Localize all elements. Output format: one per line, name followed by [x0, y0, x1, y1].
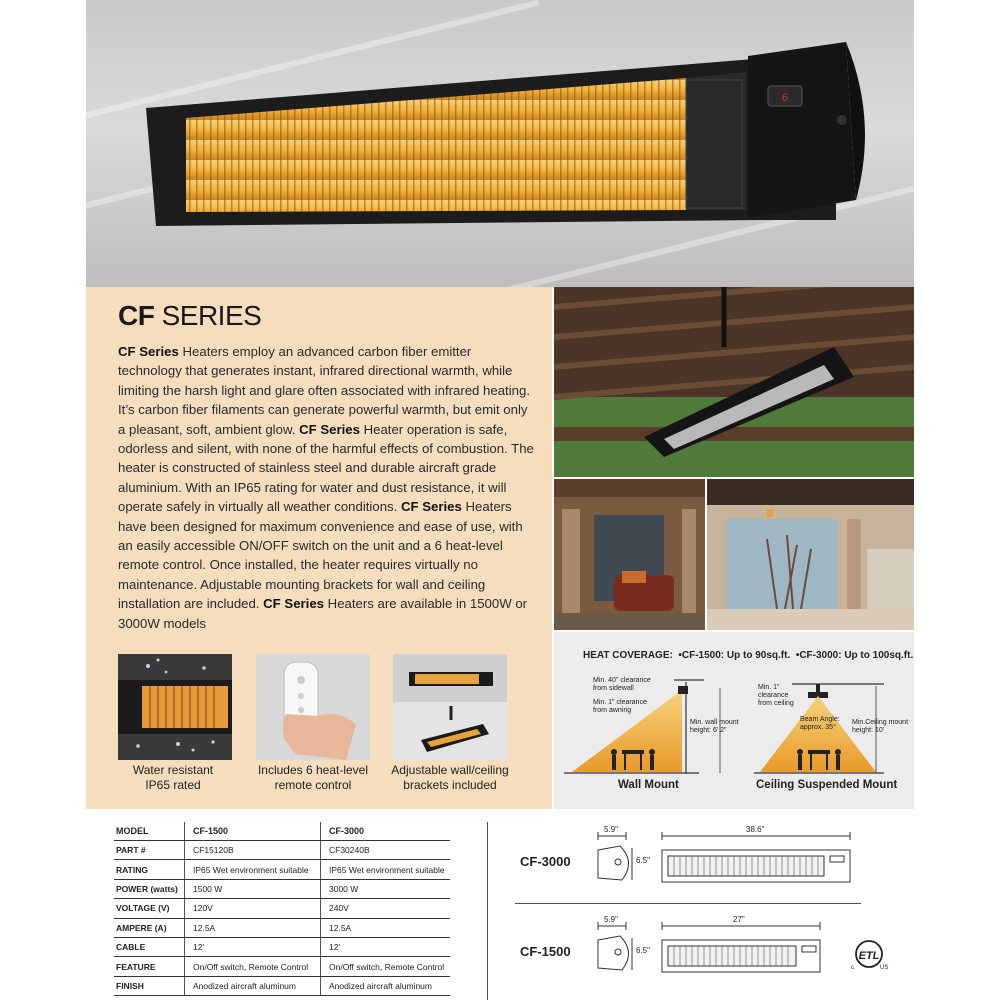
feature-caption-line: Includes 6 heat-level — [257, 763, 369, 777]
spec-key: CABLE — [114, 937, 185, 956]
ceiling-mount-caption: Ceiling Suspended Mount — [756, 779, 898, 791]
feature-caption-line: remote control — [274, 778, 352, 792]
title-bold: CF — [118, 300, 155, 331]
feature-caption-line: IP65 rated — [145, 778, 201, 792]
spec-row — [114, 918, 450, 937]
note-line: Beam Angle: — [800, 716, 840, 723]
pergola-photo — [554, 287, 914, 477]
wall-sidewall-note — [593, 677, 651, 693]
spec-value: 12.5A — [185, 918, 321, 937]
remote-control-image — [256, 654, 370, 760]
note-line: Min.Ceiling mount — [852, 719, 909, 726]
note-line: height: 6' 2" — [690, 727, 727, 734]
note-line: clearance — [758, 692, 789, 699]
note-line: height: 10' — [852, 727, 885, 734]
heat-coverage-cf3000: •CF-3000: Up to 100sq.ft. — [795, 650, 914, 661]
feature-caption-water — [98, 763, 248, 793]
spec-row — [114, 957, 450, 976]
spec-row — [114, 841, 450, 860]
wall-awning-note — [593, 699, 647, 715]
desc-brand-1: CF Series — [118, 344, 179, 359]
heater-display-digit: 6 — [781, 92, 789, 104]
spec-value: On/Off switch, Remote Control — [321, 957, 451, 976]
note-line: Min. 40" clearance — [593, 677, 651, 684]
feature-caption-line: Adjustable wall/ceiling — [391, 763, 509, 777]
spec-row — [114, 976, 450, 995]
desc-brand-4: CF Series — [263, 596, 324, 612]
cf1500-height: 6.5" — [636, 946, 650, 955]
feature-caption-line: brackets included — [403, 778, 497, 792]
lobby-photo — [707, 479, 914, 630]
spec-header-row — [114, 822, 450, 841]
spec-key: VOLTAGE (V) — [114, 899, 185, 918]
spec-value: 1500 W — [185, 879, 321, 898]
etl-certification-logo — [848, 938, 890, 972]
heater-illustration — [86, 0, 914, 287]
spec-value: 12' — [321, 937, 451, 956]
spec-value: CF30240B — [321, 841, 451, 860]
note-line: from awning — [593, 707, 632, 714]
cf1500-length: 27" — [733, 915, 745, 924]
spec-value: 3000 W — [321, 879, 451, 898]
spec-value: On/Off switch, Remote Control — [185, 957, 321, 976]
wall-mount-caption: Wall Mount — [618, 779, 679, 791]
section-divider — [487, 822, 488, 1000]
heat-coverage-label: HEAT COVERAGE: — [583, 650, 673, 661]
hero-product-image — [86, 0, 914, 287]
spec-value: CF15120B — [185, 841, 321, 860]
feature-caption-brackets — [375, 763, 525, 793]
spec-header-cell: MODEL — [114, 822, 185, 841]
desc-text-1: Heaters employ an advanced carbon fiber emitter technology that generates instant, infrared directional warmth, while limiting the harsh light and glare often associated with infrared heating. It’s carbon fiber filaments can generate powerful warmth, but emit only a pleasant, soft, ambient glow. — [118, 344, 530, 437]
cf3000-height: 6.5" — [636, 856, 650, 865]
page-title — [118, 300, 261, 332]
spec-value: IP65 Wet environment suitable — [185, 860, 321, 879]
etl-c-text: c — [851, 965, 854, 971]
desc-text-2: Heater operation is safe, odorless and silent, with none of the harmful effects of combustion. The heater is constructed of stainless steel and durable aircraft grade aluminium. With an IP65 rating for water and dust resistance, it will operate safely in virtually all weather conditions. — [118, 421, 534, 515]
spec-key: RATING — [114, 860, 185, 879]
spec-row — [114, 899, 450, 918]
note-line: from sidewall — [593, 685, 634, 692]
spec-value: 240V — [321, 899, 451, 918]
feature-caption-line: Water resistant — [132, 763, 214, 777]
spec-header-cell: CF-1500 — [185, 822, 321, 841]
spec-row — [114, 879, 450, 898]
spec-key: POWER (watts) — [114, 879, 185, 898]
note-line: Min. 1" — [758, 684, 780, 691]
brackets-image — [393, 654, 507, 760]
dimension-drawings — [580, 822, 880, 1000]
spec-key: AMPERE (A) — [114, 918, 185, 937]
heat-coverage-cf1500: •CF-1500: Up to 90sq.ft. — [678, 650, 791, 661]
cf1500-depth: 5.9" — [604, 915, 618, 924]
spec-key: FINISH — [114, 976, 185, 995]
spec-header-cell: CF-3000 — [321, 822, 451, 841]
note-line: from ceiling — [758, 700, 794, 707]
model-label-cf1500: CF-1500 — [520, 944, 571, 959]
model-label-cf3000: CF-3000 — [520, 854, 571, 869]
cf3000-length: 38.6" — [746, 825, 765, 834]
spec-value: Anodized aircraft aluminum — [185, 976, 321, 995]
water-resistant-image — [118, 654, 232, 760]
desc-brand-2: CF Series — [299, 421, 360, 437]
note-line: Min. 1" clearance — [593, 699, 647, 706]
cf3000-depth: 5.9" — [604, 825, 618, 834]
wall-height-note — [690, 719, 739, 735]
spec-value: 120V — [185, 899, 321, 918]
etl-us-text: US — [880, 965, 889, 971]
ceiling-height-note — [852, 719, 908, 735]
spec-row — [114, 860, 450, 879]
feature-caption-remote — [238, 763, 388, 793]
spec-value: 12' — [185, 937, 321, 956]
ceiling-clearance-note — [758, 684, 794, 708]
desc-text-3: Heaters have been designed for maximum convenience and ease of use, with an easily accessible ON/OFF switch on the unit and a 6 heat-level remote control. Once installed, the heater requires virtually no maintenance. Adjustable mounting brackets for wall and ceiling installation are included. — [118, 499, 523, 612]
spec-table — [114, 822, 450, 996]
note-line: approx. 35° — [800, 724, 836, 731]
note-line: Min. wall mount — [690, 719, 739, 726]
spec-value: Anodized aircraft aluminum — [321, 976, 451, 995]
beam-angle-note — [800, 716, 840, 732]
spec-row — [114, 937, 450, 956]
description-paragraph — [118, 342, 538, 633]
desc-brand-3: CF Series — [400, 499, 462, 515]
spec-key: FEATURE — [114, 957, 185, 976]
spec-value: IP65 Wet environment suitable — [321, 860, 451, 879]
spec-key: PART # — [114, 841, 185, 860]
spec-value: 12.5A — [321, 918, 451, 937]
desc-text-4: Heaters are available in 1500W or 3000W models — [118, 596, 528, 631]
porch-photo — [554, 479, 705, 630]
etl-text: ETL — [858, 950, 880, 962]
title-rest: SERIES — [154, 300, 262, 331]
